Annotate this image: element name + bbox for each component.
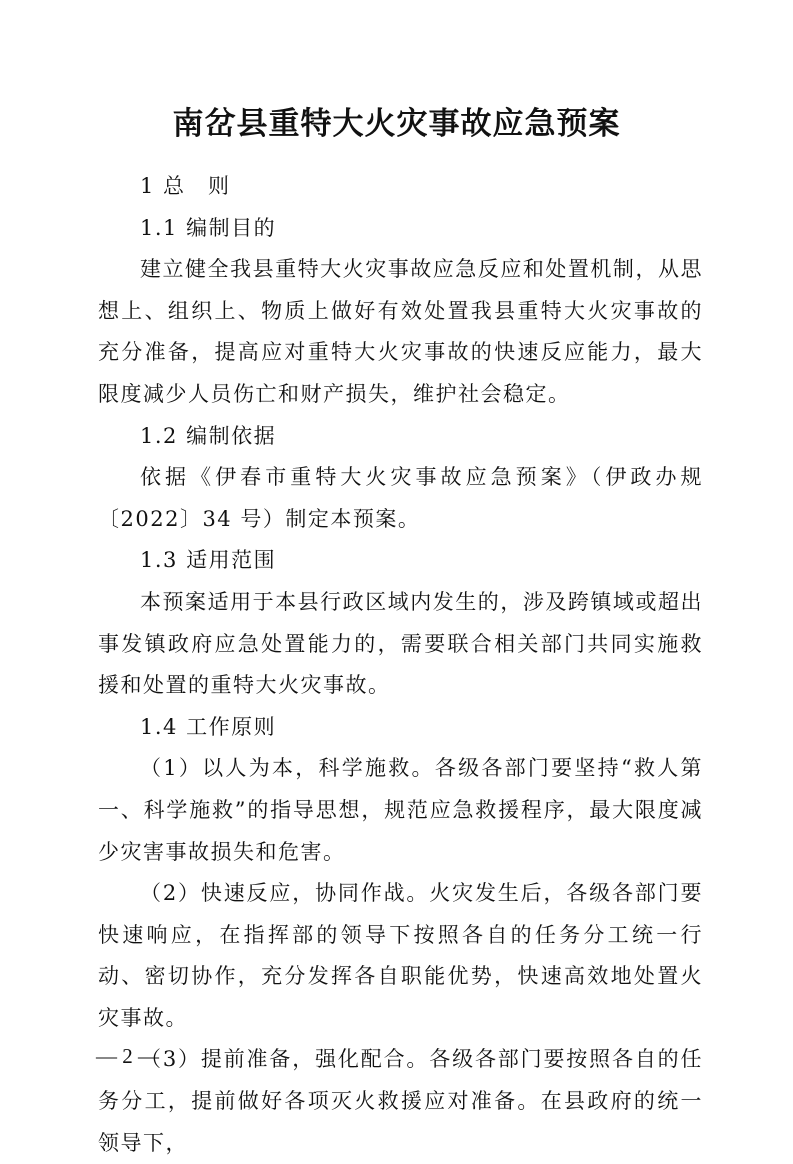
document-title: 南岔县重特大火灾事故应急预案 [172, 106, 621, 142]
page-number: — 2 — [96, 1044, 159, 1068]
paragraph-principle-1: （1）以人为本，科学施救。各级各部门要坚持“救人第一、科学施救”的指导思想，规范应急救援程序，最大限度减少灾害事故损失和危害。 [98, 756, 703, 864]
section-heading-1-3: 1.3 适用范围 [140, 548, 277, 573]
paragraph-principle-3: （3）提前准备，强化配合。各级各部门要按照各自的任务分工，提前做好各项灭火救援应对准备。在县政府的统一领导下， [98, 1047, 703, 1155]
section-heading-1-1: 1.1 编制目的 [140, 215, 277, 240]
paragraph-basis: 依据《伊春市重特大火灾事故应急预案》（伊政办规〔2022〕34 号）制定本预案。 [98, 465, 703, 531]
paragraph-purpose: 建立健全我县重特大火灾事故应急反应和处置机制，从思想上、组织上、物质上做好有效处置我县重特大火灾事故的充分准备，提高应对重特大火灾事故的快速反应能力，最大限度减少人员伤亡和财产损失，维护社会稳定。 [98, 257, 703, 406]
document-body [98, 166, 703, 1164]
paragraph-principle-2: （2）快速反应，协同作战。火灾发生后，各级各部门要快速响应，在指挥部的领导下按照各自的任务分工统一行动、密切协作，充分发挥各自职能优势，快速高效地处置火灾事故。 [98, 881, 703, 1030]
section-heading-1: 1 总 则 [140, 174, 231, 198]
section-heading-1-2: 1.2 编制依据 [140, 423, 277, 448]
section-heading-1-4: 1.4 工作原则 [140, 714, 277, 739]
paragraph-scope: 本预案适用于本县行政区域内发生的，涉及跨镇域或超出事发镇政府应急处置能力的，需要联合相关部门共同实施救援和处置的重特大火灾事故。 [98, 589, 703, 698]
